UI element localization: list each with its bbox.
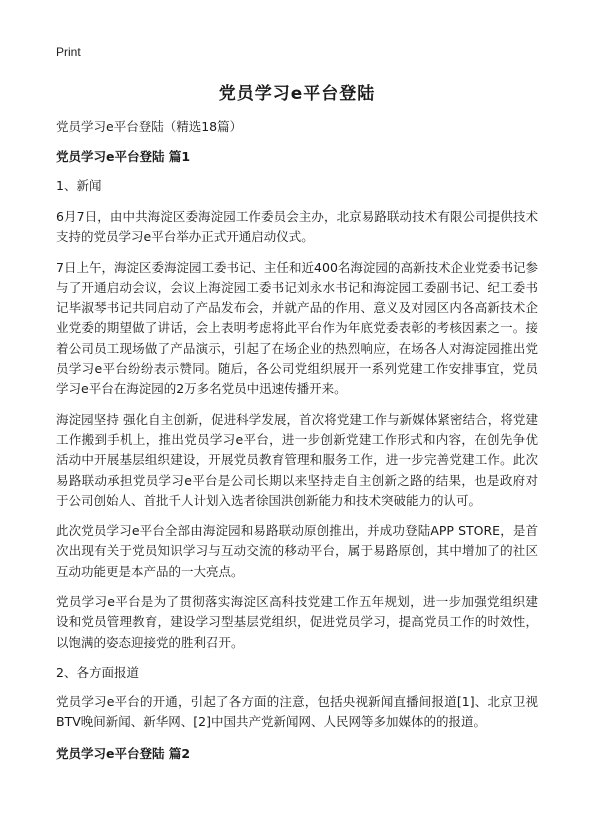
page-title: 党员学习e平台登陆: [218, 84, 376, 104]
section-heading-news: 1、新闻: [56, 178, 102, 193]
paragraph-1: 6月7日，由中共海淀区委海淀园工作委员会主办，北京易路联动技术有限公司提供技术支持的党员学习e平台举办正式开通启动仪式。: [56, 209, 538, 245]
section-heading-reports: 2、各方面报道: [56, 664, 139, 680]
print-link[interactable]: Print: [56, 45, 81, 59]
paragraph-4: 此次党员学习e平台全部由海淀园和易路联动原创推出，并成功登陆APP STORE，是首次出现有关于党员知识学习与互动交流的移动平台，属于易路原创，其中增加了的社区互动功能更是本产品的一大亮点。: [56, 523, 538, 579]
paragraph-6: 党员学习e平台的开通，引起了各方面的注意，包括央视新闻直播间报道[1]、北京卫视BTV晚间新闻、新华网、[2]中国共产党新闻网、人民网等多加媒体的的报道。: [56, 693, 538, 730]
paragraph-2: 7日上午，海淀区委海淀园工委书记、主任和近400名海淀园的高新技术企业党委书记参与了开通启动会议，会议上海淀园工委书记刘永水书记和海淀园工委副书记、纪工委书记毕淑琴书记共同启动了产品发布会，并就产品的作用、意义及对园区内各高新技术企业党委的期望做了讲话，会上表明考虑将此平台作为年底党委表彰的考核因素之一。接着公司员工现场做了产品演示，引起了在场企业的热烈响应，在场各人对海淀园推出党员学习e平台纷纷表示赞同。随后，各公司党组织展开一系列党建工作安排事宜，党员学习e平台在海淀园的2万多名党员中迅速传播开来。: [56, 259, 538, 397]
paragraph-5: 党员学习e平台是为了贯彻落实海淀区高科技党建工作五年规划，进一步加强党组织建设和党员管理教育，建设学习型基层党组织，促进党员学习，提高党员工作的时效性，以饱满的姿态迎接党的胜利召开。: [56, 594, 538, 650]
document-subtitle: 党员学习e平台登陆（精选18篇）: [56, 119, 243, 134]
article-heading-1: 党员学习e平台登陆 篇1: [56, 149, 191, 164]
article-heading-2: 党员学习e平台登陆 篇2: [56, 745, 191, 761]
paragraph-3: 海淀园坚持 强化自主创新，促进科学发展，首次将党建工作与新媒体紧密结合，将党建工作搬到手机上，推出党员学习e平台，进一步创新党建工作形式和内容，在创先争优活动中开展基层组织建设，开展党员教育管理和服务工作，进一步完善党建工作。此次易路联动承担党员学习e平台是公司长期以来坚持走自主创新之路的结果，也是政府对于公司创始人、首批千人计划入选者徐国洪创新能力和技术突破能力的认可。: [56, 411, 538, 508]
